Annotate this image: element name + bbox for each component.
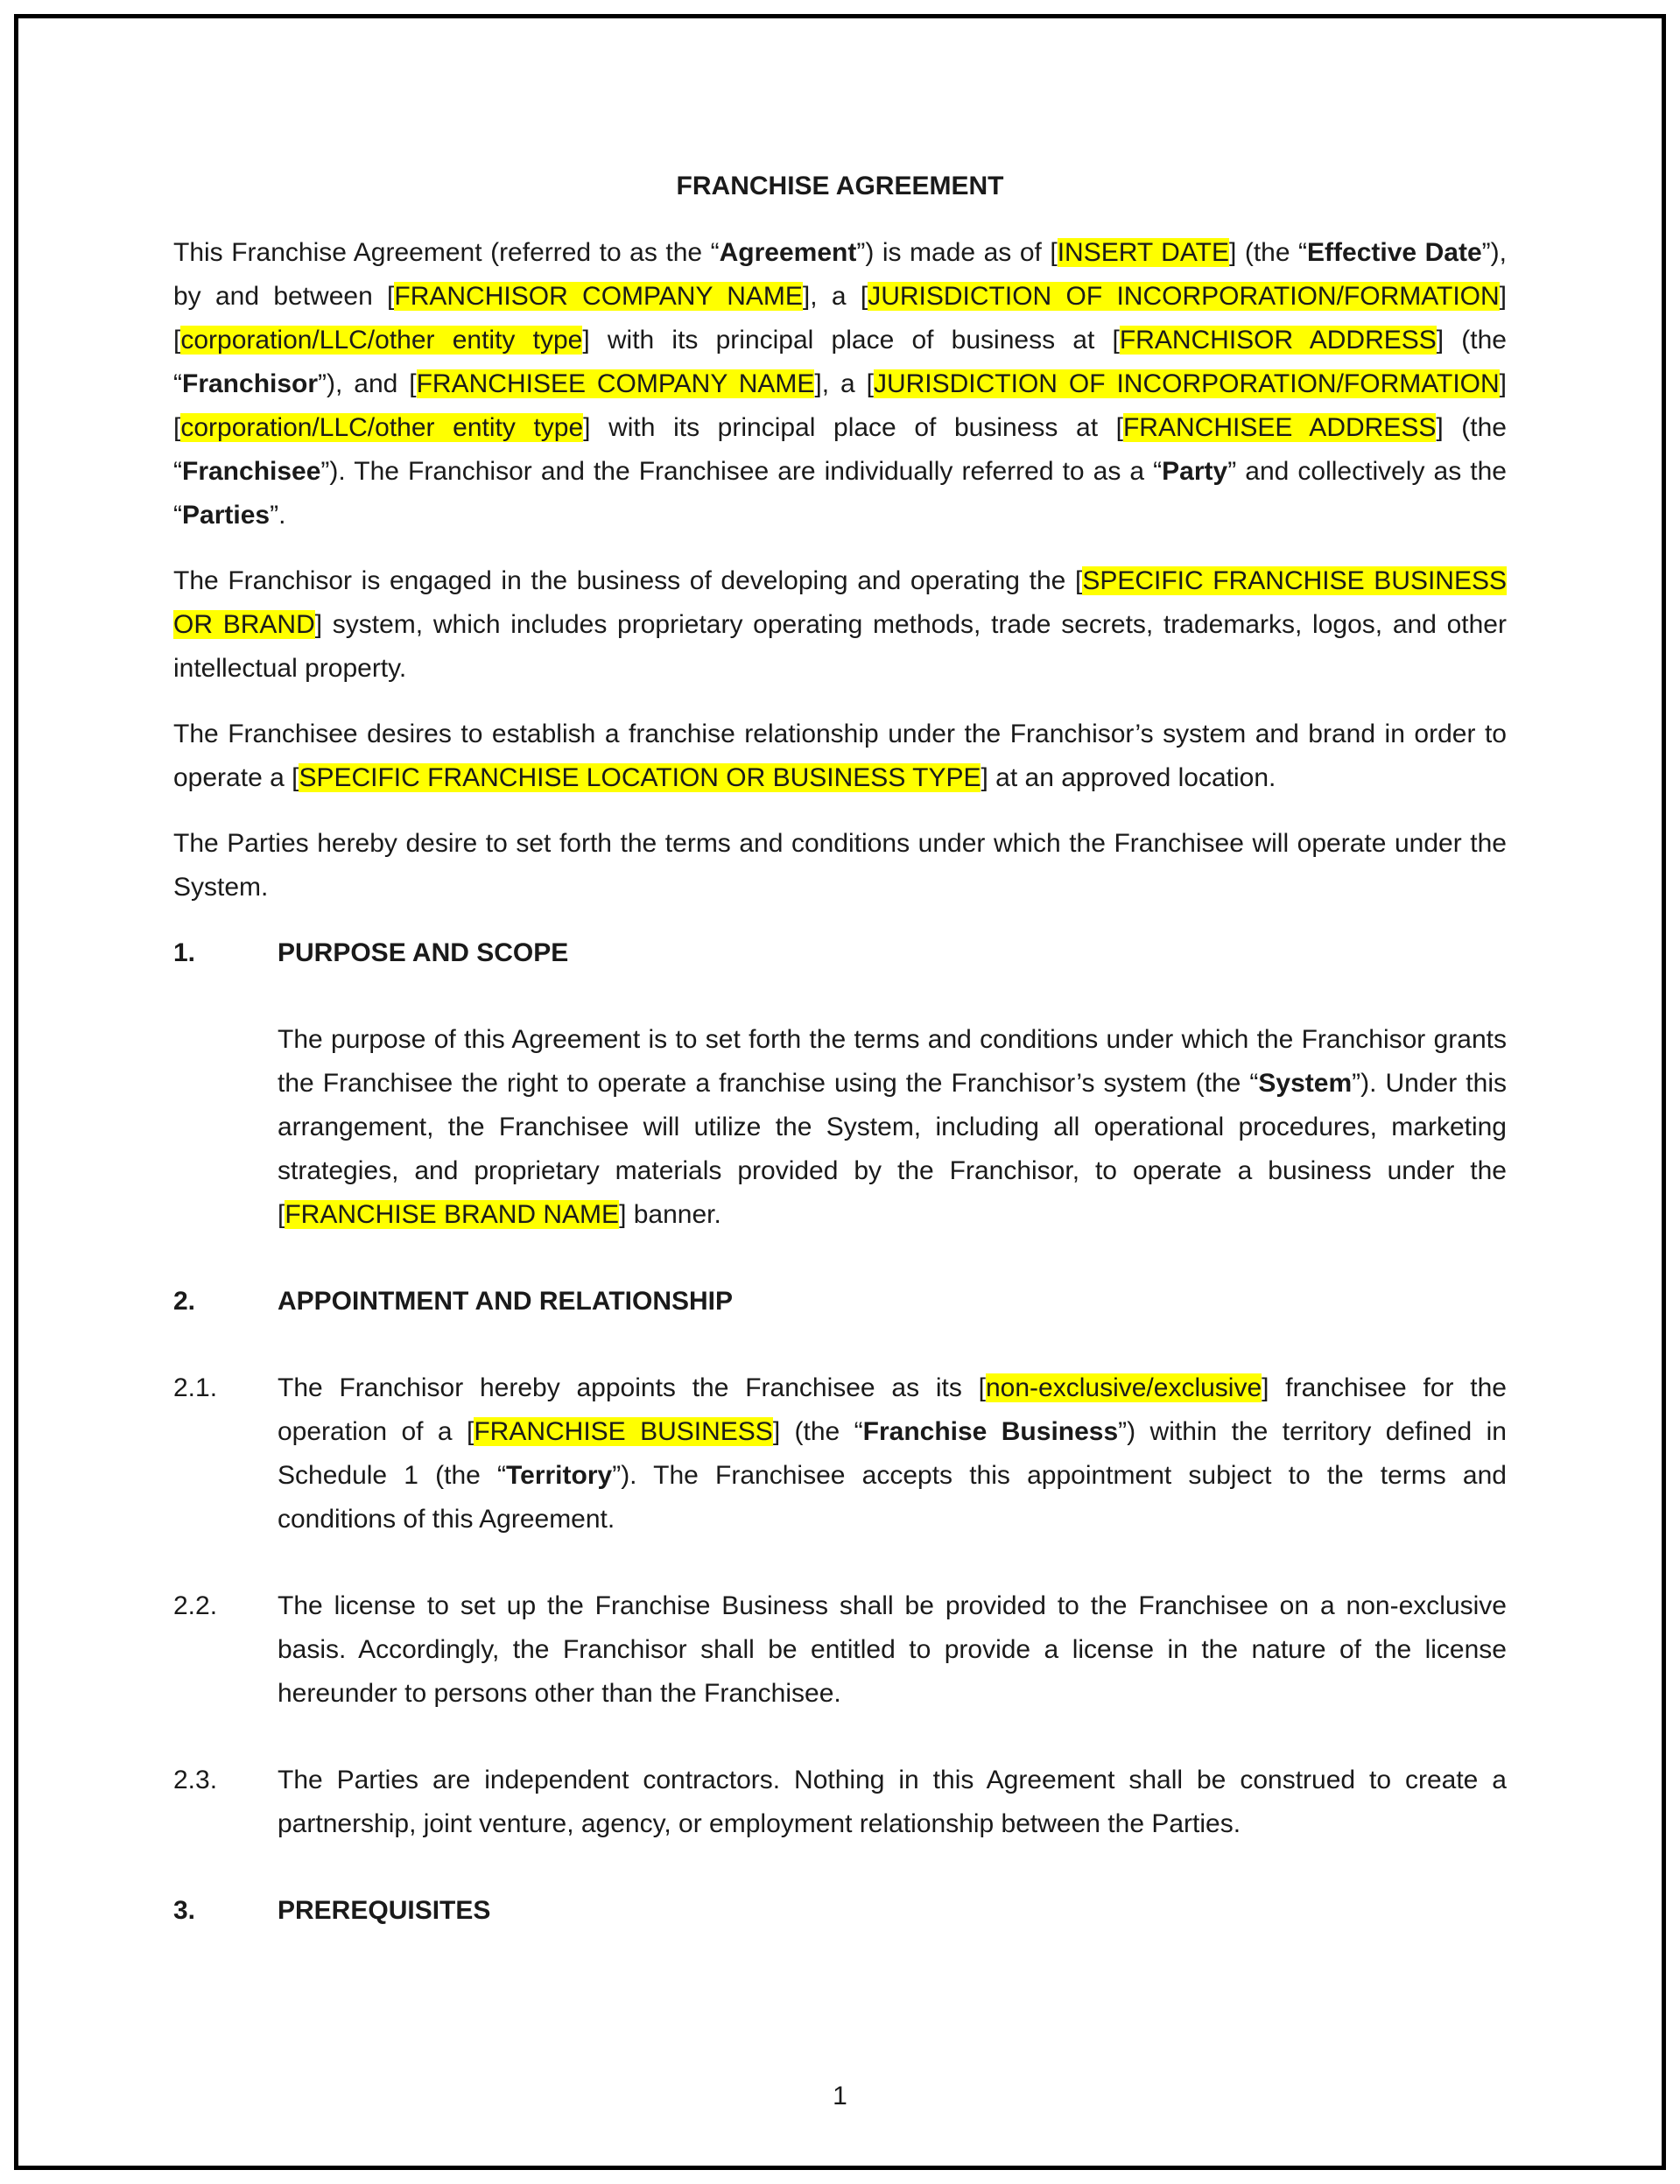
text-run: The Franchisee desires to establish a franchise relationship under the Franchisor’s system and brand in order to operate a [ — [173, 720, 1507, 792]
placeholder-highlight: corporation/LLC/other entity type — [180, 326, 583, 355]
text-run: ”). The Franchisor and the Franchisee are individually referred to as a “ — [320, 457, 1163, 486]
paragraph — [173, 231, 1507, 537]
text-run: ] (the “ — [772, 1417, 863, 1446]
text-run: ”) is made as of [ — [856, 238, 1058, 267]
placeholder-highlight: FRANCHISEE ADDRESS — [1122, 413, 1437, 442]
text-run: Party — [1162, 457, 1228, 486]
text-run: ”). Under this arrangement, the Franchisee will utilize the System, including all operational procedures, marketing strategies, and proprietary materials provided by the Franchisor, to operate a business under the [ — [278, 1069, 1507, 1229]
clause-text — [278, 1018, 1507, 1237]
text-run: ”) within the territory defined in Schedule 1 (the “ — [278, 1417, 1507, 1490]
section-title: PREREQUISITES — [278, 1896, 491, 1925]
text-run: ] (the “ — [173, 326, 1507, 398]
text-run: System — [1258, 1069, 1353, 1098]
text-run: ”), by and between [ — [173, 238, 1507, 311]
text-run: Franchisor — [182, 369, 319, 398]
placeholder-highlight: corporation/LLC/other entity type — [180, 413, 584, 442]
text-run: ] with its principal place of business at [ — [583, 413, 1123, 442]
section-title: APPOINTMENT AND RELATIONSHIP — [278, 1287, 734, 1316]
text-run: The Franchisor hereby appoints the Franchisee as its [ — [278, 1373, 986, 1402]
clause-text — [278, 1584, 1507, 1716]
text-run: ] (the “ — [173, 413, 1507, 486]
clause-number — [173, 1018, 278, 1237]
text-run: Territory — [506, 1461, 613, 1490]
numbered-paragraph — [173, 1366, 1507, 1541]
text-run: This Franchise Agreement (referred to as the “ — [173, 238, 720, 267]
text-run: Franchisee — [182, 457, 321, 486]
numbered-paragraph — [173, 1018, 1507, 1237]
clause-number: 2.2. — [173, 1591, 218, 1620]
placeholder-highlight: FRANCHISEE COMPANY NAME — [416, 369, 815, 398]
text-run: Effective Date — [1307, 238, 1482, 267]
numbered-paragraph — [173, 1759, 1507, 1846]
text-run: The Franchisor is engaged in the business of developing and operating the [ — [173, 566, 1083, 595]
placeholder-highlight: FRANCHISOR ADDRESS — [1119, 326, 1437, 355]
placeholder-highlight: SPECIFIC FRANCHISE BUSINESS OR BRAND — [173, 566, 1508, 639]
text-run: ”), and [ — [318, 369, 417, 398]
clause-text — [278, 1759, 1507, 1846]
section-title: PURPOSE AND SCOPE — [278, 938, 569, 967]
clause-number: 2.3. — [173, 1766, 218, 1794]
section-number: 3. — [173, 1896, 196, 1925]
text-run: ”. — [270, 501, 286, 530]
text-run: ] system, which includes proprietary operating methods, trade secrets, trademarks, logos, and other intellectual property. — [173, 610, 1507, 683]
document-title: FRANCHISE AGREEMENT — [676, 172, 1004, 200]
section-number: 2. — [173, 1287, 196, 1316]
text-run: ], a [ — [814, 369, 874, 398]
placeholder-highlight: non-exclusive/exclusive — [986, 1373, 1262, 1402]
text-run: ] franchisee for the operation of a [ — [278, 1373, 1507, 1446]
text-run: ] [ — [173, 369, 1508, 442]
text-run: The Parties are independent contractors. Nothing in this Agreement shall be construed to create a partnership, joint venture, agency, or employment relationship between the Parties. — [278, 1766, 1507, 1838]
paragraph — [173, 559, 1507, 691]
text-run: ] [ — [173, 282, 1508, 355]
placeholder-highlight: SPECIFIC FRANCHISE LOCATION OR BUSINESS TYPE — [299, 763, 981, 792]
text-run: ” and collectively as the “ — [173, 457, 1507, 530]
placeholder-highlight: INSERT DATE — [1057, 238, 1229, 267]
section-heading — [173, 1889, 1507, 1933]
text-run: Franchise Business — [862, 1417, 1119, 1446]
placeholder-highlight: FRANCHISOR COMPANY NAME — [394, 282, 803, 311]
numbered-paragraph — [173, 1584, 1507, 1716]
placeholder-highlight: JURISDICTION OF INCORPORATION/FORMATION — [868, 282, 1500, 311]
section-heading — [173, 931, 1507, 975]
paragraph — [173, 713, 1507, 800]
placeholder-highlight: JURISDICTION OF INCORPORATION/FORMATION — [873, 369, 1500, 398]
text-run: ”). The Franchisee accepts this appointment subject to the terms and conditions of this Agreement. — [278, 1461, 1507, 1534]
text-run: Agreement — [719, 238, 857, 267]
text-run: ] at an approved location. — [981, 763, 1276, 792]
clause-number: 2.1. — [173, 1373, 218, 1402]
text-run: The license to set up the Franchise Business shall be provided to the Franchisee on a non-exclusive basis. Accordingly, the Franchisor shall be entitled to provide a license in the nature of the license hereunder to persons other than the Franchisee. — [278, 1591, 1507, 1708]
text-run: ] with its principal place of business at [ — [582, 326, 1120, 355]
text-run: ] banner. — [619, 1200, 721, 1229]
text-run: The purpose of this Agreement is to set forth the terms and conditions under which the Franchisor grants the Franchisee the right to operate a franchise using the Franchisor’s system (the “ — [278, 1025, 1507, 1098]
section-number: 1. — [173, 938, 196, 967]
document-body — [173, 231, 1507, 1933]
text-run: ] (the “ — [1228, 238, 1308, 267]
clause-text — [278, 1366, 1507, 1541]
placeholder-highlight: FRANCHISE BUSINESS — [474, 1417, 773, 1446]
text-run: Parties — [182, 501, 271, 530]
page-number: 1 — [833, 2082, 847, 2110]
text-run: The Parties hereby desire to set forth the terms and conditions under which the Franchisee will operate under the System. — [173, 829, 1507, 902]
section-heading — [173, 1280, 1507, 1324]
placeholder-highlight: FRANCHISE BRAND NAME — [285, 1200, 620, 1229]
text-run: ], a [ — [802, 282, 868, 311]
paragraph — [173, 822, 1507, 909]
